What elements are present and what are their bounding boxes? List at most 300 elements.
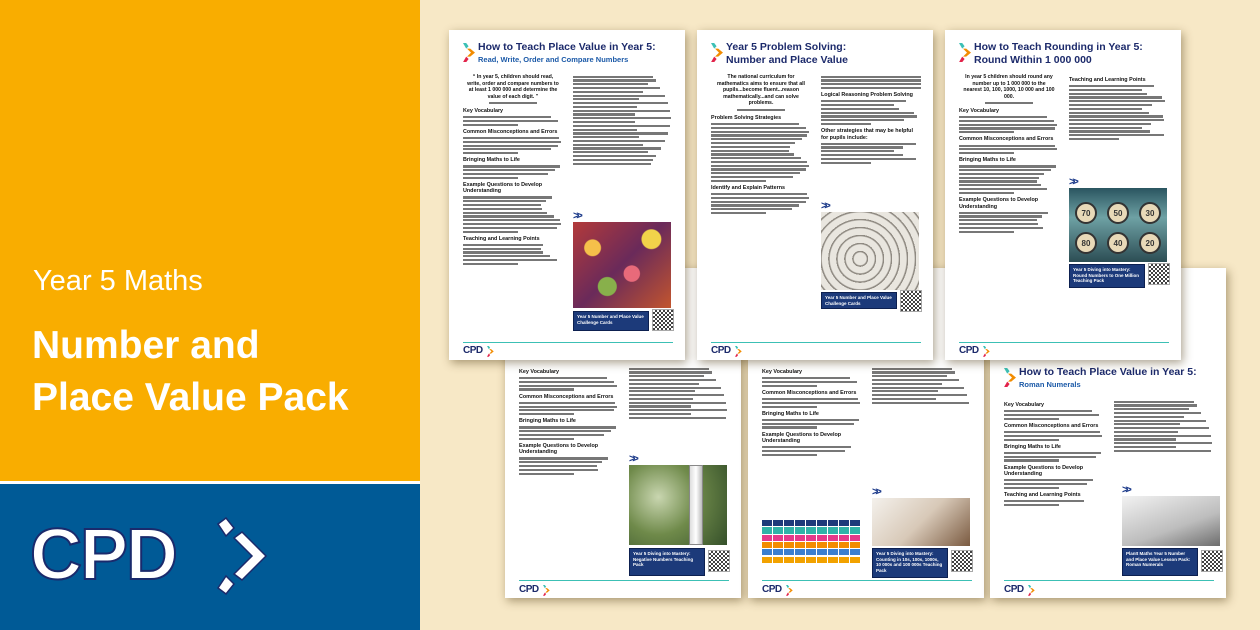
grid-cell bbox=[762, 542, 772, 548]
page-column-right bbox=[573, 74, 673, 166]
text-line bbox=[463, 124, 518, 126]
text-line bbox=[821, 143, 916, 145]
text-line bbox=[463, 251, 543, 253]
text-line bbox=[463, 255, 550, 257]
text-line bbox=[959, 145, 1055, 147]
text-line bbox=[463, 248, 541, 250]
chevron-logo-icon bbox=[1028, 585, 1035, 596]
text-line bbox=[762, 446, 851, 448]
text-line bbox=[711, 138, 802, 140]
grid-cell bbox=[806, 557, 816, 563]
text-line bbox=[573, 125, 670, 127]
text-line bbox=[629, 413, 691, 415]
grid-cell bbox=[773, 557, 783, 563]
section-heading: Common Misconceptions and Errors bbox=[519, 393, 614, 400]
text-line bbox=[762, 426, 817, 428]
grid-cell bbox=[784, 542, 794, 548]
grid-cell bbox=[817, 557, 827, 563]
text-line bbox=[959, 192, 1014, 194]
text-line bbox=[1004, 452, 1101, 454]
text-line bbox=[872, 379, 959, 381]
text-line bbox=[573, 144, 643, 146]
text-line bbox=[463, 165, 560, 167]
text-line bbox=[959, 120, 1054, 122]
text-line bbox=[463, 177, 518, 179]
text-line bbox=[573, 121, 635, 123]
grid-cell bbox=[806, 527, 816, 533]
text-line bbox=[463, 116, 551, 118]
footer-divider bbox=[1004, 580, 1214, 581]
quote-citation-line bbox=[985, 102, 1033, 104]
text-line bbox=[959, 173, 1044, 175]
text-line bbox=[959, 219, 1037, 221]
text-line bbox=[463, 219, 560, 221]
grid-cell bbox=[784, 527, 794, 533]
page-column-left bbox=[519, 366, 619, 476]
quote-citation-line bbox=[737, 109, 785, 111]
resource-link-banner[interactable]: PlanIt Maths Year 5 Number and Place Value Lesson Pack: Roman Numerals bbox=[1122, 548, 1198, 576]
qr-code-icon[interactable] bbox=[1149, 264, 1169, 284]
text-line bbox=[959, 116, 1047, 118]
text-line bbox=[463, 152, 518, 154]
section-heading: Common Misconceptions and Errors bbox=[959, 136, 1054, 143]
section-heading: Example Questions to Develop Understanding bbox=[1004, 464, 1084, 478]
page-subtitle: Number and Place Value bbox=[726, 54, 848, 66]
text-line bbox=[573, 91, 643, 93]
hero-title-line: Place Value Pack bbox=[32, 376, 349, 419]
text-line bbox=[629, 409, 727, 411]
document-page-problem-solving bbox=[697, 30, 933, 360]
hero-panel bbox=[0, 0, 420, 630]
grid-cell bbox=[773, 535, 783, 541]
text-line bbox=[821, 158, 916, 160]
qr-code-icon[interactable] bbox=[709, 551, 729, 571]
section-heading: Key Vocabulary bbox=[762, 369, 803, 375]
text-line bbox=[1114, 420, 1206, 422]
text-line bbox=[1004, 439, 1059, 441]
grid-cell bbox=[795, 535, 805, 541]
section-heading: Other strategies that may be helpful for pupils include: bbox=[821, 128, 913, 141]
text-line bbox=[1114, 427, 1209, 429]
text-line bbox=[573, 163, 651, 165]
footer-divider bbox=[463, 342, 673, 343]
text-line bbox=[629, 394, 724, 396]
photo-grid bbox=[762, 520, 862, 564]
text-line bbox=[463, 212, 547, 214]
text-line bbox=[573, 117, 671, 119]
text-line bbox=[519, 469, 598, 471]
section-heading: Logical Reasoning Problem Solving bbox=[821, 92, 913, 99]
resource-link-banner[interactable]: Year 5 Number and Place Value Challenge Cards bbox=[821, 292, 897, 309]
text-line bbox=[519, 381, 614, 383]
text-line bbox=[1069, 104, 1152, 106]
text-line bbox=[762, 398, 858, 400]
section-heading: Identify and Explain Patterns bbox=[711, 185, 785, 191]
section-heading: Bringing Maths to Life bbox=[1004, 443, 1061, 450]
grid-cell bbox=[817, 535, 827, 541]
text-line bbox=[711, 204, 799, 206]
grid-cell bbox=[850, 542, 860, 548]
section-heading: Common Misconceptions and Errors bbox=[463, 128, 558, 135]
text-line bbox=[463, 141, 561, 143]
text-line bbox=[1114, 401, 1194, 403]
page-column-right bbox=[821, 74, 921, 165]
footer-cpd-logo: CPD bbox=[1004, 584, 1024, 595]
double-chevron-icon: >> bbox=[872, 486, 879, 498]
grid-cell bbox=[828, 520, 838, 526]
resource-link-banner[interactable]: Year 5 Number and Place Value Challenge Cards bbox=[573, 311, 649, 331]
text-line bbox=[463, 227, 557, 229]
text-line bbox=[1114, 438, 1176, 440]
resource-link-banner[interactable]: Year 5 Diving into Mastery: Negative Numbers Teaching Pack bbox=[629, 548, 705, 576]
qr-code-icon[interactable] bbox=[901, 291, 921, 311]
page-column-left bbox=[959, 105, 1059, 234]
text-line bbox=[821, 162, 871, 164]
text-line bbox=[711, 123, 799, 125]
text-line bbox=[519, 457, 608, 459]
text-line bbox=[711, 131, 809, 133]
text-line bbox=[519, 377, 607, 379]
text-line bbox=[1004, 418, 1059, 420]
text-line bbox=[711, 157, 801, 159]
grid-cell bbox=[850, 520, 860, 526]
cpd-logo: CPD bbox=[30, 515, 177, 595]
section-heading: Bringing Maths to Life bbox=[519, 418, 576, 425]
text-line bbox=[1114, 435, 1211, 437]
page-column-left bbox=[711, 112, 811, 216]
grid-cell bbox=[839, 527, 849, 533]
chevron-logo-icon bbox=[959, 43, 972, 62]
text-line bbox=[762, 402, 860, 404]
text-line bbox=[959, 169, 1051, 171]
text-line bbox=[519, 461, 602, 463]
text-line bbox=[463, 120, 558, 122]
text-line bbox=[463, 208, 542, 210]
text-line bbox=[1114, 450, 1211, 452]
text-line bbox=[711, 161, 807, 163]
double-chevron-icon: >> bbox=[629, 453, 636, 465]
text-line bbox=[959, 127, 1055, 129]
qr-code-icon[interactable] bbox=[952, 551, 972, 571]
typewriter-key: 20 bbox=[1139, 232, 1161, 254]
text-line bbox=[711, 193, 807, 195]
text-line bbox=[762, 450, 845, 452]
text-line bbox=[821, 83, 921, 85]
page-subtitle: Roman Numerals bbox=[1019, 380, 1081, 389]
text-line bbox=[519, 430, 611, 432]
text-line bbox=[959, 165, 1056, 167]
footer-cpd-logo: CPD bbox=[519, 584, 539, 595]
text-line bbox=[872, 394, 967, 396]
section-heading: Bringing Maths to Life bbox=[959, 157, 1016, 164]
grid-cell bbox=[806, 542, 816, 548]
text-line bbox=[711, 165, 809, 167]
text-line bbox=[1114, 431, 1178, 433]
section-heading: Key Vocabulary bbox=[519, 369, 560, 375]
page-column-right bbox=[1069, 74, 1169, 142]
text-line bbox=[463, 196, 552, 198]
text-line bbox=[629, 387, 721, 389]
text-line bbox=[711, 127, 806, 129]
grid-cell bbox=[762, 520, 772, 526]
double-chevron-icon: >> bbox=[1122, 484, 1129, 496]
text-line bbox=[573, 110, 670, 112]
double-chevron-icon: >> bbox=[573, 210, 580, 222]
text-line bbox=[573, 140, 665, 142]
text-line bbox=[463, 263, 518, 265]
grid-cell bbox=[828, 549, 838, 555]
footer-cpd-logo: CPD bbox=[762, 584, 782, 595]
text-line bbox=[1114, 408, 1189, 410]
text-line bbox=[762, 419, 859, 421]
text-line bbox=[1114, 404, 1197, 406]
resource-link-banner[interactable]: Year 5 Diving into Mastery: Round Numbers to One Million Teaching Pack bbox=[1069, 264, 1145, 288]
text-line bbox=[1069, 138, 1119, 140]
text-line bbox=[959, 180, 1037, 182]
chevron-logo-icon bbox=[786, 585, 793, 596]
grid-cell bbox=[828, 535, 838, 541]
text-line bbox=[872, 387, 964, 389]
text-line bbox=[1069, 134, 1164, 136]
footer-divider bbox=[519, 580, 729, 581]
typewriter-key: 30 bbox=[1139, 202, 1161, 224]
text-line bbox=[959, 131, 1014, 133]
qr-code-icon[interactable] bbox=[653, 310, 673, 330]
photo-hands bbox=[872, 498, 970, 546]
text-line bbox=[519, 413, 574, 415]
footer-divider bbox=[959, 342, 1169, 343]
text-line bbox=[762, 385, 817, 387]
footer-cpd-logo: CPD bbox=[711, 345, 731, 356]
text-line bbox=[711, 168, 806, 170]
document-page-rounding bbox=[945, 30, 1181, 360]
text-line bbox=[463, 173, 548, 175]
text-line bbox=[1069, 108, 1142, 110]
text-line bbox=[463, 244, 543, 246]
section-heading: Common Misconceptions and Errors bbox=[1004, 422, 1099, 429]
text-line bbox=[629, 371, 712, 373]
grid-cell bbox=[795, 527, 805, 533]
section-heading: Key Vocabulary bbox=[959, 108, 1000, 114]
footer-cpd-logo: CPD bbox=[463, 345, 483, 356]
grid-cell bbox=[806, 535, 816, 541]
text-line bbox=[711, 201, 806, 203]
text-line bbox=[463, 145, 558, 147]
grid-cell bbox=[817, 527, 827, 533]
text-line bbox=[1069, 112, 1149, 114]
text-line bbox=[1069, 123, 1151, 125]
text-line bbox=[711, 208, 792, 210]
grid-cell bbox=[773, 527, 783, 533]
text-line bbox=[573, 102, 668, 104]
text-line bbox=[519, 426, 616, 428]
text-line bbox=[629, 390, 695, 392]
text-line bbox=[872, 371, 955, 373]
hero-title-line: Number and bbox=[32, 324, 260, 367]
text-line bbox=[1069, 96, 1162, 98]
section-heading: Key Vocabulary bbox=[463, 108, 504, 114]
text-line bbox=[573, 106, 637, 108]
page-quote: The national curriculum for mathematics aims to ensure that all pupils...become fluent...reason mathematically...and can solve problems. bbox=[717, 74, 805, 106]
footer-cpd-logo: CPD bbox=[959, 345, 979, 356]
text-line bbox=[872, 398, 936, 400]
text-line bbox=[573, 98, 639, 100]
page-column-right bbox=[1114, 399, 1214, 454]
grid-cell bbox=[773, 542, 783, 548]
chevron-logo-icon bbox=[463, 43, 476, 62]
section-heading: Teaching and Learning Points bbox=[463, 235, 540, 242]
grid-cell bbox=[839, 542, 849, 548]
text-line bbox=[821, 146, 903, 148]
text-line bbox=[959, 148, 1057, 150]
grid-cell bbox=[795, 520, 805, 526]
text-line bbox=[762, 377, 850, 379]
grid-cell bbox=[817, 542, 827, 548]
text-line bbox=[519, 434, 604, 436]
text-line bbox=[629, 402, 726, 404]
text-line bbox=[463, 231, 518, 233]
text-line bbox=[463, 137, 559, 139]
page-column-right bbox=[629, 366, 729, 421]
footer-divider bbox=[711, 342, 921, 343]
text-line bbox=[629, 375, 704, 377]
text-line bbox=[711, 142, 795, 144]
text-line bbox=[1069, 100, 1165, 102]
text-line bbox=[711, 212, 766, 214]
text-line bbox=[1069, 119, 1164, 121]
text-line bbox=[573, 147, 661, 149]
text-line bbox=[1069, 85, 1154, 87]
grid-cell bbox=[828, 542, 838, 548]
text-line bbox=[711, 197, 809, 199]
grid-cell bbox=[773, 520, 783, 526]
text-line bbox=[959, 188, 1047, 190]
resource-link-banner[interactable]: Year 5 Diving into Mastery: Counting in 10s, 100s, 1000s, 10 000s and 100 000s Teaching Pack bbox=[872, 548, 948, 578]
text-line bbox=[463, 169, 555, 171]
grid-cell bbox=[828, 527, 838, 533]
page-quote: In year 5 children should round any number up to 1 000 000 to the nearest 10, 100, 1000, 10 000 and 100 000. bbox=[963, 74, 1055, 100]
text-line bbox=[463, 204, 541, 206]
grid-cell bbox=[817, 520, 827, 526]
text-line bbox=[711, 146, 790, 148]
text-line bbox=[1004, 456, 1096, 458]
section-heading: Example Questions to Develop Understanding bbox=[762, 431, 842, 445]
text-line bbox=[959, 223, 1038, 225]
text-line bbox=[519, 409, 614, 411]
section-heading: Key Vocabulary bbox=[1004, 402, 1045, 408]
text-line bbox=[959, 152, 1014, 154]
text-line bbox=[821, 119, 904, 121]
grid-cell bbox=[795, 557, 805, 563]
section-heading: Common Misconceptions and Errors bbox=[762, 389, 857, 396]
text-line bbox=[573, 129, 637, 131]
text-line bbox=[1004, 410, 1092, 412]
text-line bbox=[872, 383, 942, 385]
grid-cell bbox=[762, 535, 772, 541]
text-line bbox=[959, 212, 1048, 214]
text-line bbox=[519, 465, 597, 467]
text-line bbox=[872, 368, 952, 370]
text-line bbox=[821, 154, 903, 156]
page-subtitle: Read, Write, Order and Compare Numbers bbox=[478, 55, 629, 64]
grid-cell bbox=[784, 520, 794, 526]
text-line bbox=[1114, 442, 1212, 444]
section-heading: Problem Solving Strategies bbox=[711, 115, 782, 121]
text-line bbox=[463, 215, 554, 217]
text-line bbox=[573, 136, 639, 138]
quote-citation-line bbox=[489, 102, 537, 104]
chevron-logo-icon bbox=[487, 346, 494, 357]
text-line bbox=[629, 405, 691, 407]
text-line bbox=[1069, 89, 1142, 91]
text-line bbox=[463, 200, 546, 202]
text-line bbox=[573, 95, 665, 97]
grid-cell bbox=[806, 549, 816, 555]
page-quote: “ In year 5, children should read, write, order and compare numbers to at least 1 000 000 and determine the value of each digit. ” bbox=[467, 74, 559, 100]
text-line bbox=[872, 402, 969, 404]
text-line bbox=[629, 417, 726, 419]
text-line bbox=[573, 159, 653, 161]
qr-code-icon[interactable] bbox=[1202, 551, 1222, 571]
text-line bbox=[1004, 435, 1102, 437]
text-line bbox=[762, 423, 854, 425]
text-line bbox=[1114, 446, 1176, 448]
document-page-place-value bbox=[449, 30, 685, 360]
chevron-logo-icon bbox=[735, 346, 742, 357]
text-line bbox=[573, 79, 656, 81]
text-line bbox=[519, 438, 574, 440]
grid-cell bbox=[839, 549, 849, 555]
grid-cell bbox=[850, 527, 860, 533]
text-line bbox=[573, 155, 656, 157]
text-line bbox=[762, 454, 817, 456]
text-line bbox=[1004, 431, 1100, 433]
text-line bbox=[573, 113, 635, 115]
grid-cell bbox=[828, 557, 838, 563]
text-line bbox=[821, 115, 917, 117]
double-chevron-icon: >> bbox=[1069, 176, 1076, 188]
grid-cell bbox=[817, 549, 827, 555]
text-line bbox=[711, 150, 789, 152]
text-line bbox=[1069, 130, 1150, 132]
typewriter-key: 80 bbox=[1075, 232, 1097, 254]
text-line bbox=[519, 402, 615, 404]
hero-subtitle: Year 5 Maths bbox=[33, 265, 203, 297]
grid-cell bbox=[806, 520, 816, 526]
text-line bbox=[463, 259, 557, 261]
chevron-logo-icon bbox=[711, 43, 724, 62]
typewriter-key: 50 bbox=[1107, 202, 1129, 224]
section-heading: Teaching and Learning Points bbox=[1069, 77, 1146, 83]
grid-cell bbox=[839, 520, 849, 526]
text-line bbox=[762, 406, 817, 408]
text-line bbox=[1114, 412, 1201, 414]
double-chevron-icon: >> bbox=[821, 200, 828, 212]
text-line bbox=[821, 87, 921, 89]
page-title: How to Teach Rounding in Year 5: bbox=[974, 41, 1143, 53]
section-heading: Example Questions to Develop Understanding bbox=[519, 442, 599, 456]
text-line bbox=[1114, 423, 1180, 425]
section-heading: Example Questions to Develop Understanding bbox=[959, 197, 1039, 210]
text-line bbox=[519, 385, 617, 387]
text-line bbox=[519, 388, 574, 390]
text-line bbox=[1004, 504, 1059, 506]
text-line bbox=[629, 368, 709, 370]
grid-cell bbox=[850, 535, 860, 541]
page-subtitle: Round Within 1 000 000 bbox=[974, 54, 1092, 66]
grid-cell bbox=[850, 549, 860, 555]
page-column-left bbox=[762, 366, 862, 457]
